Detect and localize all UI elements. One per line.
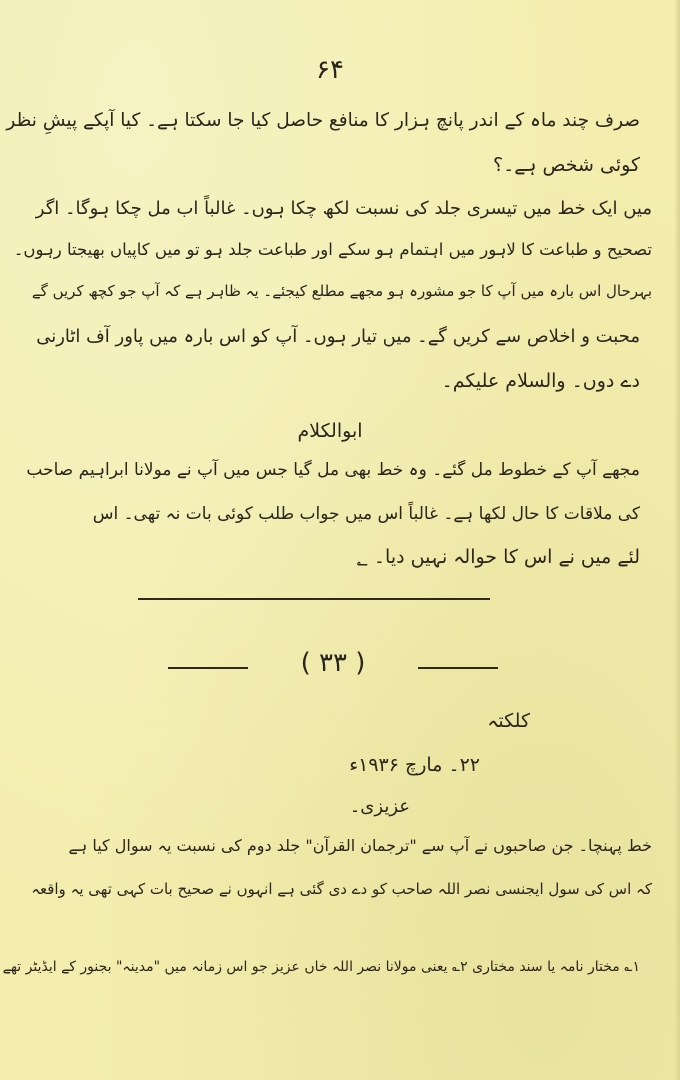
page-number: ۶۴ [316, 55, 344, 85]
postscript-line-2: کی ملاقات کا حال لکھا ہے۔ غالباً اس میں جواب طلب کوئی بات نہ تھی۔ اس [92, 504, 640, 524]
letter-1-line-4: تصحیح و طباعت کا لاہور میں اہتمام ہو سکے اور طباعت جلد ہو تو میں کاپیاں بھیجتا رہوں۔ [13, 240, 652, 259]
letter-2-date: ۲۲۔ مارچ ۱۹۳۶ء [349, 754, 480, 776]
header-rule-right [418, 667, 498, 669]
postscript-line-3: لئے میں نے اس کا حوالہ نہیں دیا۔ ؂ [356, 546, 640, 568]
letter-2-line-1: خط پہنچا۔ جن صاحبوں نے آپ سے "ترجمان القرآن" جلد دوم کی نسبت یہ سوال کیا ہے [68, 836, 652, 855]
section-divider [138, 598, 490, 600]
letter-2-salutation: عزیزی۔ [349, 796, 410, 817]
letter-number: ( ۳۳ ) [300, 648, 366, 678]
letter-2-line-2: کہ اس کی سول ایجنسی نصر اللہ صاحب کو دے دی گئی ہے انہوں نے صحیح بات کہی تھی یہ واقعہ [31, 880, 652, 898]
letter-1-line-1: صرف چند ماہ کے اندر پانچ ہزار کا منافع حاصل کیا جا سکتا ہے۔ کیا آپکے پیشِ نظر [6, 110, 640, 131]
signature-abul-kalam: ابوالکلام [297, 420, 363, 442]
letter-1-line-6: محبت و اخلاص سے کریں گے۔ میں تیار ہوں۔ آپ کو اس بارہ میں پاور آف اٹارنی [36, 326, 640, 347]
letter-1-line-7: دے دوں۔ والسلام علیکم۔ [441, 370, 640, 392]
footnote: ۱؎ مختار نامہ یا سند مختاری ۲؎ یعنی مولانا نصر اللہ خاں عزیز جو اس زمانہ میں "مدینہ" بجنور کے ایڈیٹر تھے [2, 959, 640, 975]
header-rule-left [168, 667, 248, 669]
letter-1-line-3: میں ایک خط میں تیسری جلد کی نسبت لکھ چکا ہوں۔ غالباً اب مل چکا ہوگا۔ اگر [35, 198, 652, 219]
letter-1-line-5: بہرحال اس بارہ میں آپ کا جو مشورہ ہو مجھے مطلع کیجئے۔ یہ ظاہر ہے کہ آپ جو کچھ کریں گے [31, 282, 652, 300]
letter-2-place: کلکتہ [487, 710, 530, 732]
letter-number-header [168, 648, 498, 688]
page-edge-shadow [674, 0, 680, 1080]
postscript-line-1: مجھے آپ کے خطوط مل گئے۔ وہ خط بھی مل گیا جس میں آپ نے مولانا ابراہیم صاحب [26, 460, 640, 480]
letter-1-line-2: کوئی شخص ہے۔؟ [492, 154, 640, 176]
